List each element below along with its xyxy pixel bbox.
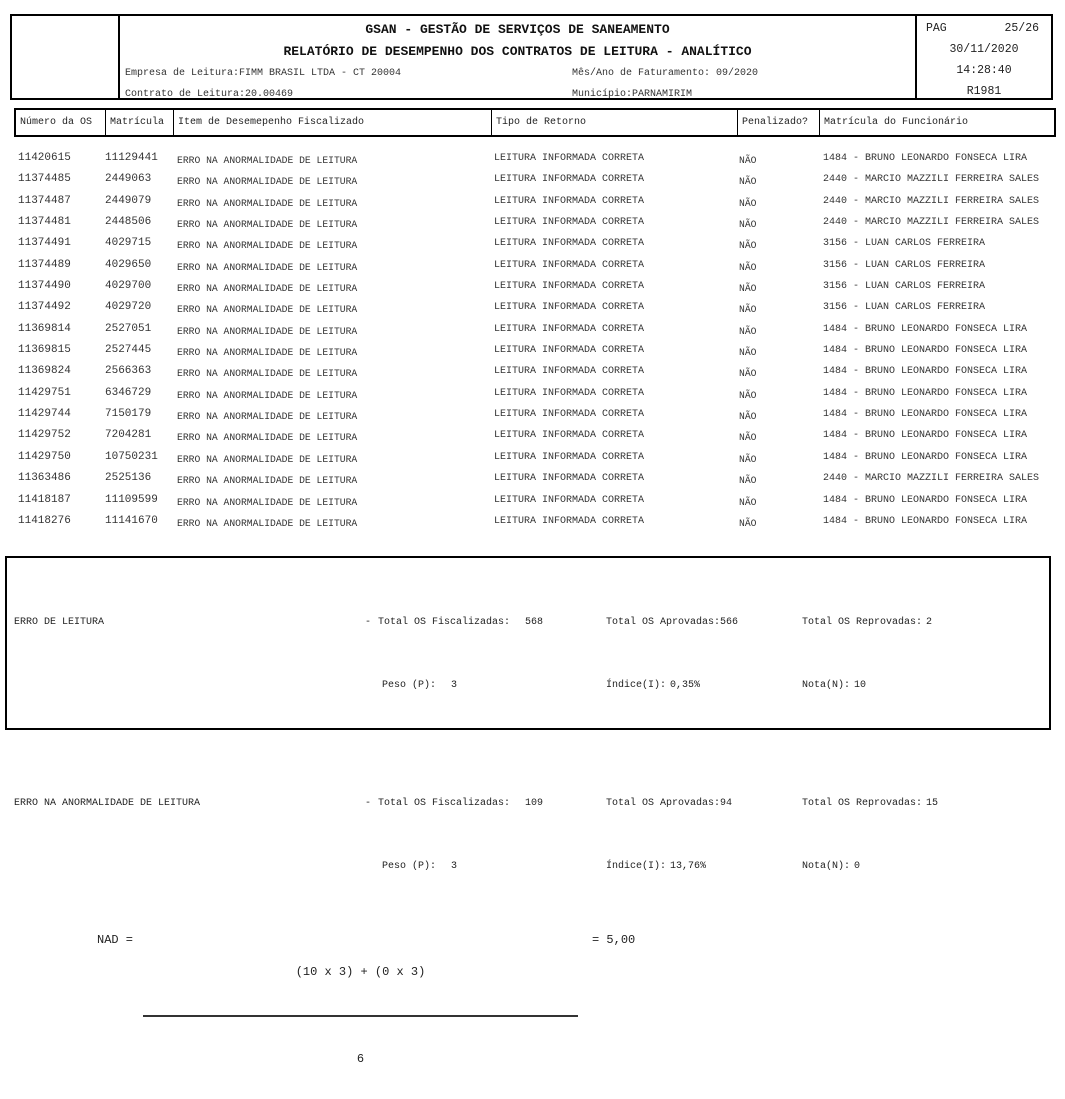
total-os-reprovadas-label: Total OS Reprovadas: [802,617,923,628]
cell-item-desempenho: ERRO NA ANORMALIDADE DE LEITURA [177,496,358,508]
page-label: PAG [926,22,947,35]
table-header [14,108,1056,137]
table-row [14,383,1056,404]
summary-item-name-cell [7,751,365,919]
table-row [14,319,1056,340]
cell-matricula: 2448506 [105,216,152,229]
report-date: 30/11/2020 [949,43,1019,56]
cell-penalizado: NÃO [739,240,757,252]
report-subtitle: RELATÓRIO DE DESEMPENHO DOS CONTRATOS DE LEITURA - ANALÍTICO [283,44,752,59]
cell-tipo-retorno: LEITURA INFORMADA CORRETA [494,366,645,378]
cell-numero-os: 11374485 [18,173,71,186]
table-row [14,404,1056,425]
cell-matricula-funcionario: 1484 - BRUNO LEONARDO FONSECA LIRA [823,430,1028,442]
cell-matricula-funcionario: 3156 - LUAN CARLOS FERREIRA [823,259,986,271]
cell-numero-os: 11429751 [18,386,71,399]
nad-formula [97,932,1049,1099]
total-os-fiscalizadas-label: Total OS Fiscalizadas: [378,798,517,809]
cell-matricula-funcionario: 1484 - BRUNO LEONARDO FONSECA LIRA [823,323,1028,335]
page-info-cell [915,16,1051,98]
table-row [14,169,1056,190]
contrato-leitura: Contrato de Leitura:20.00469 [125,89,294,100]
cell-matricula-funcionario: 2440 - MARCIO MAZZILI FERREIRA SALES [823,473,1040,485]
cell-penalizado: NÃO [739,304,757,316]
cell-penalizado: NÃO [739,176,757,188]
table-row [14,340,1056,361]
total-os-aprovadas-label: Total OS Aprovadas: [606,798,721,809]
cell-penalizado: NÃO [739,283,757,295]
page-number: 25/26 [1004,22,1039,35]
cell-numero-os: 11374490 [18,280,71,293]
cell-matricula-funcionario: 3156 - LUAN CARLOS FERREIRA [823,238,986,250]
cell-matricula-funcionario: 2440 - MARCIO MAZZILI FERREIRA SALES [823,174,1040,186]
table-row [14,447,1056,468]
nad-numerator: (10 x 3) + (0 x 3) [295,965,426,979]
cell-matricula-funcionario: 1484 - BRUNO LEONARDO FONSECA LIRA [823,366,1028,378]
peso-value: 3 [451,861,458,872]
nad-fraction [143,932,578,1099]
total-os-aprovadas-line [606,612,802,633]
cell-item-desempenho: ERRO NA ANORMALIDADE DE LEITURA [177,475,358,487]
cell-matricula: 7150179 [105,408,152,421]
total-os-aprovadas-label: Total OS Aprovadas: [606,617,721,628]
cell-matricula-funcionario: 1484 - BRUNO LEONARDO FONSECA LIRA [823,515,1028,527]
cell-item-desempenho: ERRO NA ANORMALIDADE DE LEITURA [177,219,358,231]
summary-group [7,570,1049,738]
cell-numero-os: 11369824 [18,365,71,378]
summary-aprovadas-cell [606,751,802,919]
summary-item-name: ERRO DE LEITURA [14,617,105,628]
total-os-reprovadas-line [802,793,1049,814]
total-os-fiscalizadas-value: 568 [525,617,544,628]
cell-numero-os: 11374489 [18,258,71,271]
cell-matricula: 4029700 [105,280,152,293]
cell-numero-os: 11418276 [18,514,71,527]
peso-line [365,675,606,696]
cell-numero-os: 11369814 [18,322,71,335]
cell-tipo-retorno: LEITURA INFORMADA CORRETA [494,473,645,485]
cell-matricula: 2449063 [105,173,152,186]
cell-item-desempenho: ERRO NA ANORMALIDADE DE LEITURA [177,347,358,359]
total-os-aprovadas-line [606,793,802,814]
cell-matricula: 2449079 [105,194,152,207]
indice-line [606,675,802,696]
cell-matricula-funcionario: 1484 - BRUNO LEONARDO FONSECA LIRA [823,387,1028,399]
total-os-reprovadas-line [802,612,1049,633]
cell-numero-os: 11374491 [18,237,71,250]
cell-penalizado: NÃO [739,325,757,337]
cell-numero-os: 11429744 [18,408,71,421]
col-header-item-desempenho: Item de Desemepenho Fiscalizado [173,110,491,135]
table-row [14,468,1056,489]
report-header [10,14,1053,100]
total-os-reprovadas-value: 15 [926,798,939,809]
cell-penalizado: NÃO [739,496,757,508]
header-info-row-1 [120,63,915,84]
table-row [14,297,1056,318]
cell-tipo-retorno: LEITURA INFORMADA CORRETA [494,302,645,314]
cell-tipo-retorno: LEITURA INFORMADA CORRETA [494,430,645,442]
cell-numero-os: 11363486 [18,472,71,485]
cell-matricula-funcionario: 1484 - BRUNO LEONARDO FONSECA LIRA [823,451,1028,463]
cell-matricula: 7204281 [105,429,152,442]
cell-matricula: 10750231 [105,450,158,463]
cell-item-desempenho: ERRO NA ANORMALIDADE DE LEITURA [177,155,358,166]
table-row [14,276,1056,297]
page-number-row [917,18,1051,39]
cell-tipo-retorno: LEITURA INFORMADA CORRETA [494,323,645,335]
summary-aprovadas-cell [606,570,802,738]
cell-penalizado: NÃO [739,475,757,487]
indice-value: 0,35% [670,680,701,691]
total-os-fiscalizadas-label: Total OS Fiscalizadas: [378,617,517,628]
summary-item-name-cell [7,570,365,738]
report-time: 14:28:40 [956,64,1012,77]
table-body [14,148,1056,532]
table-row [14,361,1056,382]
cell-matricula: 11129441 [105,152,158,164]
municipio: Município:PARNAMIRIM [572,89,693,100]
cell-penalizado: NÃO [739,389,757,401]
table-row [14,511,1056,532]
cell-tipo-retorno: LEITURA INFORMADA CORRETA [494,259,645,271]
cell-tipo-retorno: LEITURA INFORMADA CORRETA [494,195,645,207]
cell-matricula: 6346729 [105,386,152,399]
total-os-aprovadas-value: 94 [720,798,733,809]
cell-numero-os: 11429750 [18,450,71,463]
indice-value: 13,76% [670,861,707,872]
cell-item-desempenho: ERRO NA ANORMALIDADE DE LEITURA [177,176,358,188]
cell-tipo-retorno: LEITURA INFORMADA CORRETA [494,153,645,164]
cell-item-desempenho: ERRO NA ANORMALIDADE DE LEITURA [177,197,358,209]
cell-numero-os: 11418187 [18,493,71,506]
cell-matricula: 4029715 [105,237,152,250]
cell-item-desempenho: ERRO NA ANORMALIDADE DE LEITURA [177,261,358,273]
nota-label: Nota(N): [802,680,851,691]
cell-numero-os: 11369815 [18,344,71,357]
cell-penalizado: NÃO [739,453,757,465]
cell-tipo-retorno: LEITURA INFORMADA CORRETA [494,281,645,293]
cell-matricula-funcionario: 2440 - MARCIO MAZZILI FERREIRA SALES [823,195,1040,207]
col-header-penalizado: Penalizado? [737,110,819,135]
cell-matricula: 4029650 [105,258,152,271]
table-row [14,490,1056,511]
cell-penalizado: NÃO [739,411,757,423]
summary-item-name: ERRO NA ANORMALIDADE DE LEITURA [14,798,201,809]
logo-placeholder [12,16,120,98]
cell-numero-os: 11374481 [18,216,71,229]
cell-penalizado: NÃO [739,261,757,273]
dash-mark: - [365,617,372,628]
summary-fiscalizadas-cell [365,751,606,919]
cell-item-desempenho: ERRO NA ANORMALIDADE DE LEITURA [177,453,358,465]
cell-tipo-retorno: LEITURA INFORMADA CORRETA [494,494,645,506]
cell-penalizado: NÃO [739,517,757,529]
cell-tipo-retorno: LEITURA INFORMADA CORRETA [494,515,645,527]
cell-matricula-funcionario: 2440 - MARCIO MAZZILI FERREIRA SALES [823,217,1040,229]
table-row [14,191,1056,212]
cell-item-desempenho: ERRO NA ANORMALIDADE DE LEITURA [177,411,358,423]
cell-matricula: 11141670 [105,514,158,527]
nota-value: 10 [854,680,867,691]
nota-line [802,675,1049,696]
header-main [120,16,915,98]
cell-matricula: 11109599 [105,493,158,506]
cell-item-desempenho: ERRO NA ANORMALIDADE DE LEITURA [177,304,358,316]
cell-item-desempenho: ERRO NA ANORMALIDADE DE LEITURA [177,283,358,295]
cell-numero-os: 11374487 [18,194,71,207]
peso-label: Peso (P): [382,861,443,872]
cell-matricula: 2525136 [105,472,152,485]
summary-group [7,751,1049,919]
cell-matricula: 4029720 [105,301,152,314]
nad-denominator: 6 [356,1052,365,1066]
indice-line [606,856,802,877]
cell-penalizado: NÃO [739,368,757,380]
cell-penalizado: NÃO [739,347,757,359]
summary-reprovadas-cell [802,570,1049,738]
cell-matricula: 2566363 [105,365,152,378]
report-code: R1981 [966,85,1002,98]
col-header-numero-os: Número da OS [20,117,93,128]
cell-matricula: 2527051 [105,322,152,335]
total-os-fiscalizadas-line [365,793,606,814]
peso-line [365,856,606,877]
dash-mark: - [365,798,372,809]
cell-matricula: 2527445 [105,344,152,357]
cell-penalizado: NÃO [739,155,757,166]
empresa-leitura: Empresa de Leitura:FIMM BRASIL LTDA - CT 20004 [125,68,402,79]
total-os-fiscalizadas-value: 109 [525,798,544,809]
cell-tipo-retorno: LEITURA INFORMADA CORRETA [494,387,645,399]
table-row [14,212,1056,233]
indice-label: Índice(I): [606,680,667,691]
cell-tipo-retorno: LEITURA INFORMADA CORRETA [494,451,645,463]
cell-tipo-retorno: LEITURA INFORMADA CORRETA [494,217,645,229]
cell-penalizado: NÃO [739,197,757,209]
cell-item-desempenho: ERRO NA ANORMALIDADE DE LEITURA [177,325,358,337]
cell-matricula-funcionario: 3156 - LUAN CARLOS FERREIRA [823,281,986,293]
indice-label: Índice(I): [606,861,667,872]
mes-ano-faturamento: Mês/Ano de Faturamento: 09/2020 [572,68,759,79]
nad-fraction-bar [143,1015,578,1017]
cell-item-desempenho: ERRO NA ANORMALIDADE DE LEITURA [177,517,358,529]
cell-matricula-funcionario: 1484 - BRUNO LEONARDO FONSECA LIRA [823,345,1028,357]
cell-item-desempenho: ERRO NA ANORMALIDADE DE LEITURA [177,368,358,380]
peso-value: 3 [451,680,458,691]
cell-tipo-retorno: LEITURA INFORMADA CORRETA [494,238,645,250]
table-row [14,255,1056,276]
cell-tipo-retorno: LEITURA INFORMADA CORRETA [494,345,645,357]
report-title: GSAN - GESTÃO DE SERVIÇOS DE SANEAMENTO [365,22,670,37]
summary-reprovadas-cell [802,751,1049,919]
total-os-reprovadas-value: 2 [926,617,933,628]
nad-label: NAD = [97,933,134,947]
cell-tipo-retorno: LEITURA INFORMADA CORRETA [494,174,645,186]
nota-label: Nota(N): [802,861,851,872]
cell-matricula-funcionario: 1484 - BRUNO LEONARDO FONSECA LIRA [823,153,1028,164]
cell-item-desempenho: ERRO NA ANORMALIDADE DE LEITURA [177,240,358,252]
cell-tipo-retorno: LEITURA INFORMADA CORRETA [494,409,645,421]
cell-matricula-funcionario: 3156 - LUAN CARLOS FERREIRA [823,302,986,314]
col-header-matricula: Matrícula [105,110,173,135]
cell-penalizado: NÃO [739,432,757,444]
col-header-matricula-funcionario: Matrícula do Funcionário [819,110,1054,135]
cell-matricula-funcionario: 1484 - BRUNO LEONARDO FONSECA LIRA [823,409,1028,421]
summary-fiscalizadas-cell [365,570,606,738]
header-info-row-2 [120,84,915,105]
cell-item-desempenho: ERRO NA ANORMALIDADE DE LEITURA [177,389,358,401]
col-header-tipo-retorno: Tipo de Retorno [491,110,737,135]
nota-line [802,856,1049,877]
cell-penalizado: NÃO [739,219,757,231]
cell-matricula-funcionario: 1484 - BRUNO LEONARDO FONSECA LIRA [823,494,1028,506]
total-os-aprovadas-value: 566 [720,617,739,628]
nota-value: 0 [854,861,861,872]
total-os-reprovadas-label: Total OS Reprovadas: [802,798,923,809]
cell-numero-os: 11374492 [18,301,71,314]
cell-numero-os: 11429752 [18,429,71,442]
cell-item-desempenho: ERRO NA ANORMALIDADE DE LEITURA [177,432,358,444]
table-row [14,425,1056,446]
peso-label: Peso (P): [382,680,443,691]
nad-result: = 5,00 [592,933,636,947]
total-os-fiscalizadas-line [365,612,606,633]
table-row [14,233,1056,254]
table-row [14,148,1056,169]
cell-numero-os: 11420615 [18,152,71,164]
summary-box [5,556,1051,1066]
